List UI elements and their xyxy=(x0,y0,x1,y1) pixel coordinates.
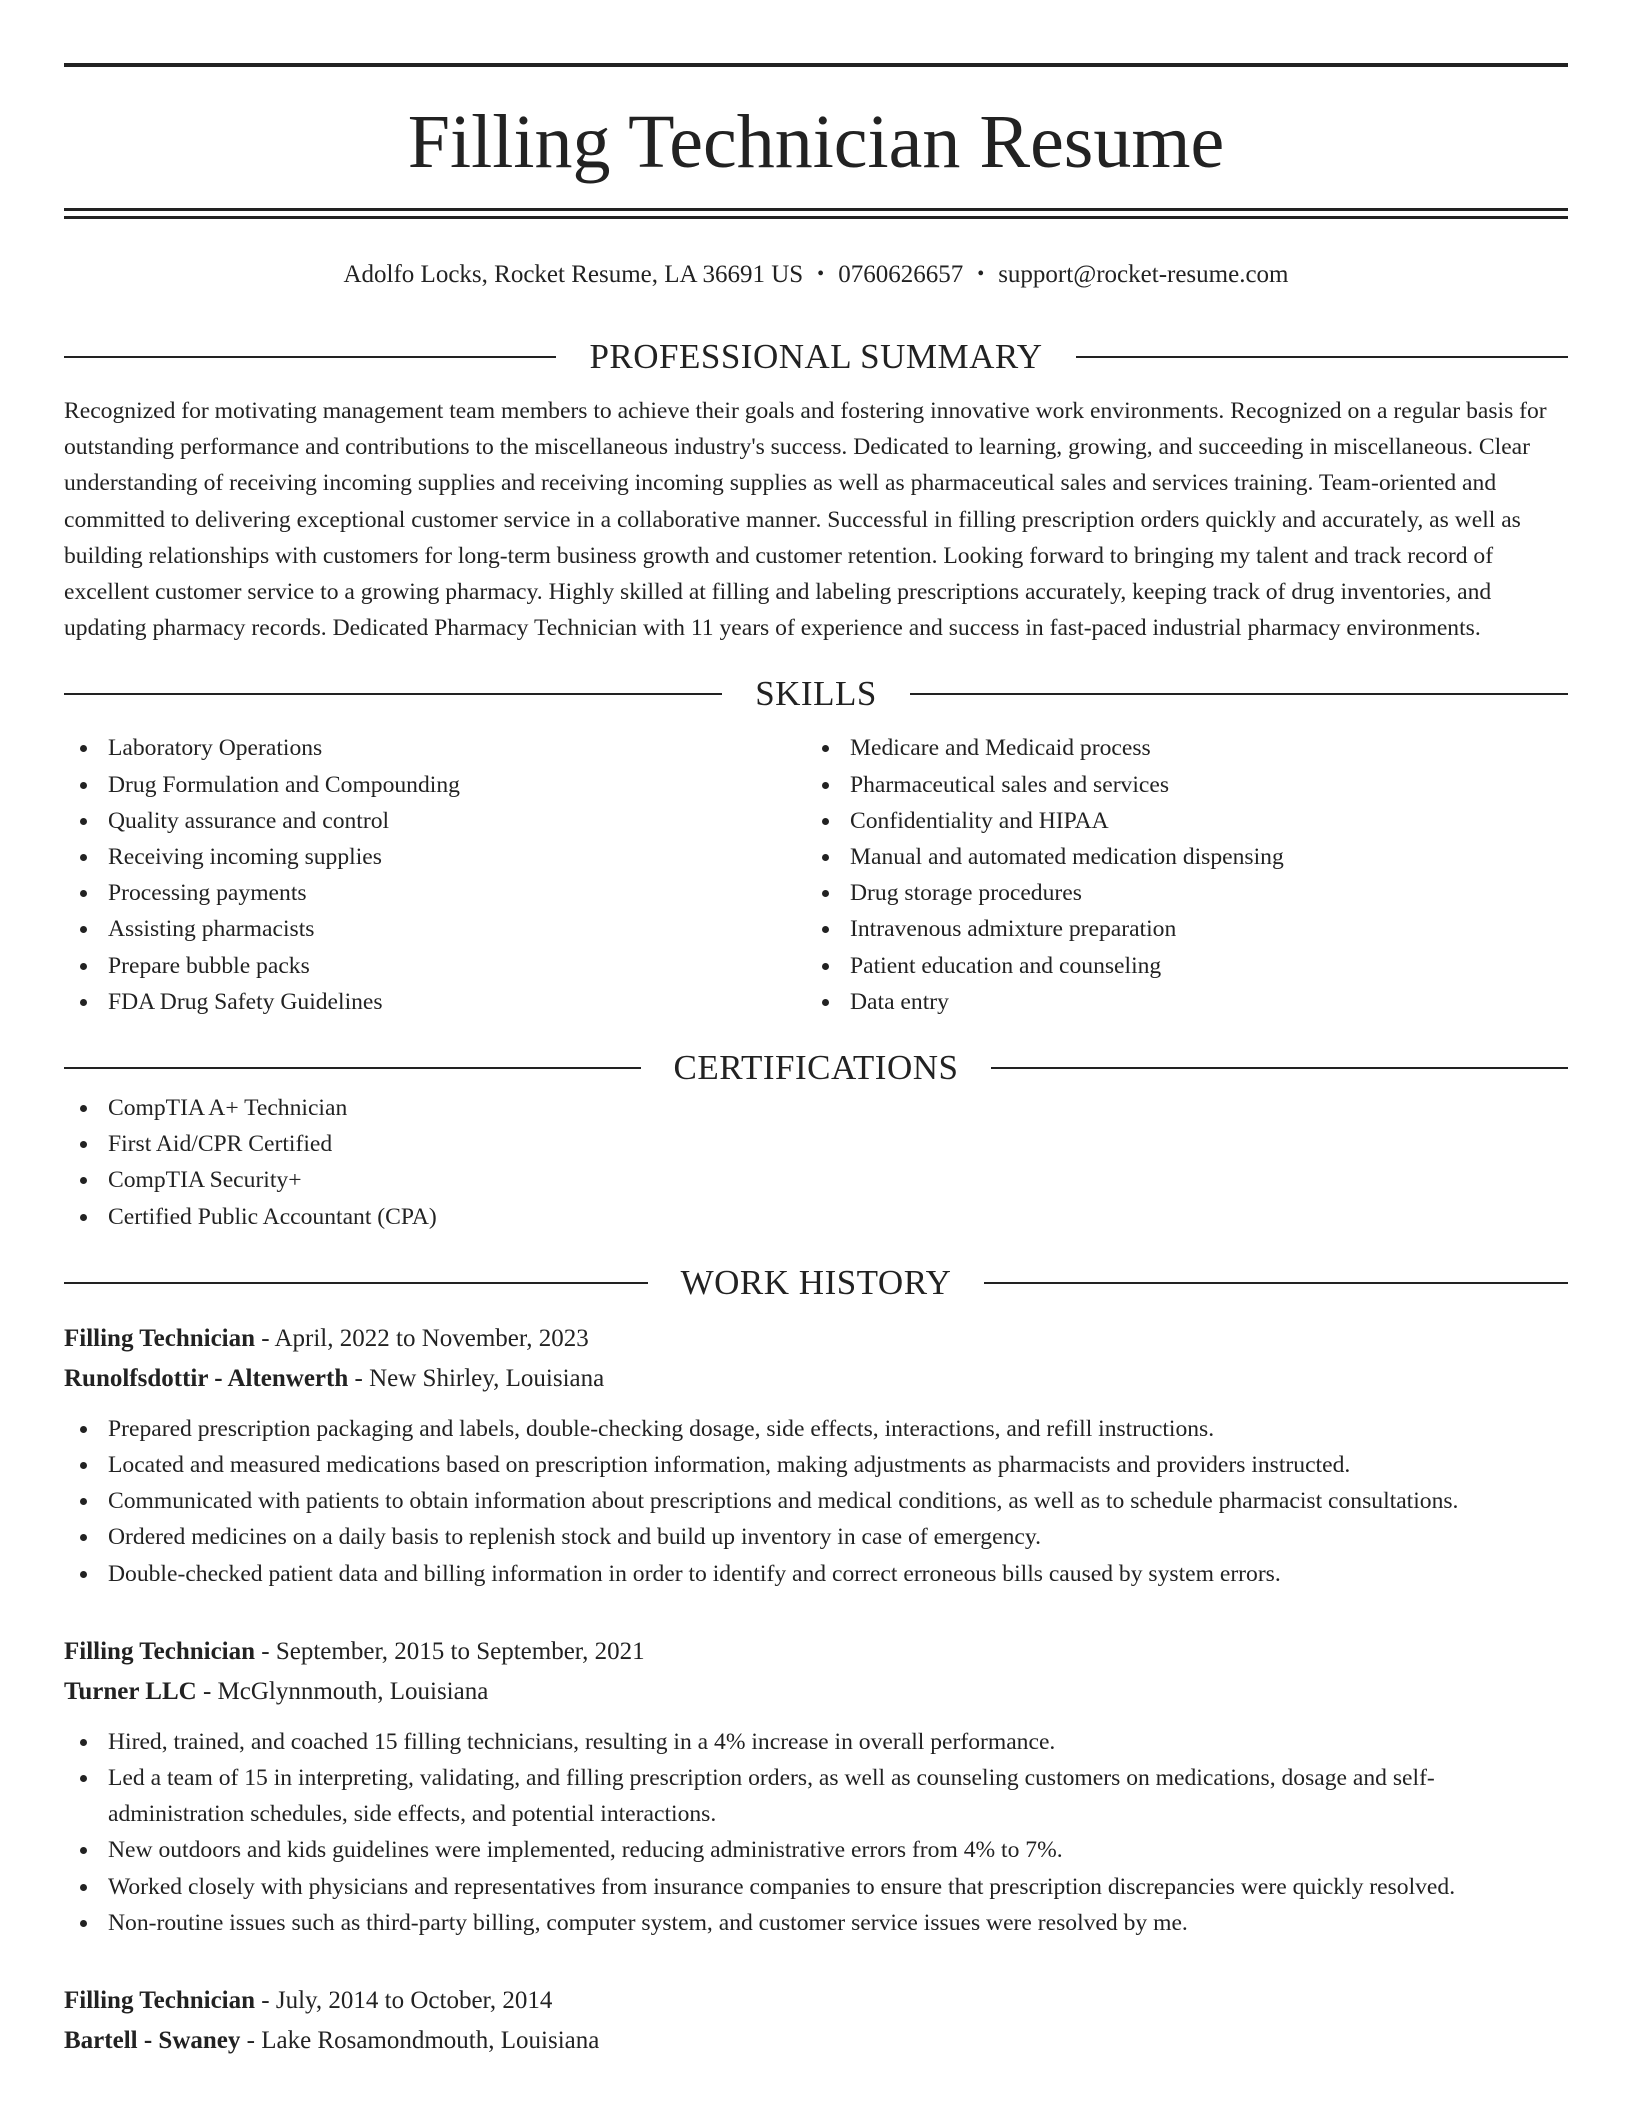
skill-item: Drug Formulation and Compounding xyxy=(64,767,806,803)
job-duty-item: Communicated with patients to obtain information about prescriptions and medical conditions, as well as to schedule pharmacist consultations. xyxy=(64,1483,1568,1519)
skill-item: Prepare bubble packs xyxy=(64,948,806,984)
skill-item: Patient education and counseling xyxy=(806,948,1548,984)
job-duty-item: Located and measured medications based on prescription information, making adjustments as pharmacists and providers instructed. xyxy=(64,1447,1568,1483)
job-duty-item: Prepared prescription packaging and labels, double-checking dosage, side effects, interactions, and refill instructions. xyxy=(64,1411,1568,1447)
job-location: - McGlynnmouth, Louisiana xyxy=(196,1677,489,1705)
job-role: Filling Technician xyxy=(64,1987,256,2015)
skill-item: Receiving incoming supplies xyxy=(64,839,806,875)
job-company: Runolfsdottir - Altenwerth xyxy=(64,1364,349,1392)
certifications-list xyxy=(64,1090,1568,1235)
heading-rule-left xyxy=(64,356,556,358)
contact-separator: • xyxy=(817,263,825,285)
skill-item: Manual and automated medication dispensing xyxy=(806,839,1548,875)
heading-rule-right xyxy=(1076,356,1568,358)
skill-item: Confidentiality and HIPAA xyxy=(806,803,1548,839)
heading-rule-right xyxy=(984,1282,1568,1284)
job-company-line xyxy=(64,1359,1568,1399)
certifications-heading-label: CERTIFICATIONS xyxy=(673,1048,959,1088)
summary-paragraph: Recognized for motivating management team members to achieve their goals and fostering innovative work environments. Recognized on a regular basis for outstanding performance and contributions to the miscellaneous industry's success. Dedicated to learning, growing, and succeeding in miscellaneous. Clear understanding of receiving incoming supplies and receiving incoming supplies as well as pharmaceutical sales and services training. Team-oriented and committed to delivering exceptional customer service in a collaborative manner. Successful in filling prescription orders quickly and accurately, as well as building relationships with customers for long-term business growth and customer retention. Looking forward to bringing my talent and track record of excellent customer service to a growing pharmacy. Highly skilled at filling and labeling prescriptions accurately, keeping track of drug inventories, and updating pharmacy records. Dedicated Pharmacy Technician with 11 years of experience and success in fast-paced industrial pharmacy environments. xyxy=(64,398,1547,642)
skills-heading-label: SKILLS xyxy=(755,674,877,714)
contact-email: support@rocket-resume.com xyxy=(998,261,1289,288)
skills-columns xyxy=(64,730,1568,1020)
job-dates: - September, 2015 to September, 2021 xyxy=(255,1637,645,1665)
work-heading-label: WORK HISTORY xyxy=(680,1262,952,1302)
summary-section-heading xyxy=(64,335,1568,379)
skill-item: Quality assurance and control xyxy=(64,803,806,839)
job-location: - New Shirley, Louisiana xyxy=(348,1364,605,1392)
job-title-line xyxy=(64,1319,1568,1359)
job-duty-item: New outdoors and kids guidelines were implemented, reducing administrative errors from 4% to 7%. xyxy=(64,1832,1568,1868)
resume-page xyxy=(64,0,1568,2061)
job-dates: - July, 2014 to October, 2014 xyxy=(255,1987,553,2015)
job-duties-list xyxy=(64,1411,1568,1592)
skill-item: Intravenous admixture preparation xyxy=(806,911,1548,947)
skill-item: Medicare and Medicaid process xyxy=(806,730,1548,766)
job-entry xyxy=(64,1319,1568,1592)
job-duty-item: Led a team of 15 in interpreting, validating, and filling prescription orders, as well as counseling customers on medications, dosage and self-administration schedules, side effects, and potential interactions. xyxy=(64,1760,1568,1832)
heading-rule-left xyxy=(64,1067,641,1069)
skills-section-heading xyxy=(64,672,1568,716)
skill-item: Pharmaceutical sales and services xyxy=(806,767,1548,803)
contact-line xyxy=(64,257,1568,291)
job-duties-list xyxy=(64,1724,1568,1941)
skill-item: FDA Drug Safety Guidelines xyxy=(64,984,806,1020)
job-dates: - April, 2022 to November, 2023 xyxy=(255,1324,589,1352)
skill-item: Laboratory Operations xyxy=(64,730,806,766)
top-rule xyxy=(64,63,1568,67)
skill-item: Data entry xyxy=(806,984,1548,1020)
job-duty-item: Ordered medicines on a daily basis to replenish stock and build up inventory in case of emergency. xyxy=(64,1519,1568,1555)
heading-rule-left xyxy=(64,693,722,695)
job-duty-item: Non-routine issues such as third-party billing, computer system, and customer service issues were resolved by me. xyxy=(64,1905,1568,1941)
job-company-line xyxy=(64,1672,1568,1712)
job-duty-item: Worked closely with physicians and representatives from insurance companies to ensure that prescription discrepancies were quickly resolved. xyxy=(64,1869,1568,1905)
work-history-list xyxy=(64,1319,1568,2061)
job-company: Turner LLC xyxy=(64,1677,197,1705)
summary-heading-label: PROFESSIONAL SUMMARY xyxy=(589,337,1043,376)
job-title-line xyxy=(64,1981,1568,2021)
job-company: Bartell - Swaney xyxy=(64,2027,241,2055)
contact-phone: 0760626657 xyxy=(838,261,964,288)
certification-item: Certified Public Accountant (CPA) xyxy=(64,1199,1568,1235)
certification-item: CompTIA Security+ xyxy=(64,1162,1568,1198)
job-duty-item: Double-checked patient data and billing information in order to identify and correct erroneous bills caused by system errors. xyxy=(64,1556,1568,1592)
job-role: Filling Technician xyxy=(64,1324,256,1352)
job-role: Filling Technician xyxy=(64,1637,256,1665)
skills-list-right xyxy=(806,730,1548,1020)
page-title: Filling Technician Resume xyxy=(407,100,1225,184)
title-double-rule xyxy=(64,208,1568,219)
job-company-line xyxy=(64,2021,1568,2061)
heading-rule-right xyxy=(910,693,1568,695)
job-entry xyxy=(64,1981,1568,2061)
certification-item: CompTIA A+ Technician xyxy=(64,1090,1568,1126)
job-location: - Lake Rosamondmouth, Louisiana xyxy=(240,2027,600,2055)
skills-column-left xyxy=(64,730,806,1020)
certification-item: First Aid/CPR Certified xyxy=(64,1126,1568,1162)
skills-list-left xyxy=(64,730,806,1020)
work-section-heading xyxy=(64,1261,1568,1305)
skills-column-right xyxy=(806,730,1548,1020)
skill-item: Assisting pharmacists xyxy=(64,911,806,947)
job-duty-item: Hired, trained, and coached 15 filling technicians, resulting in a 4% increase in overall performance. xyxy=(64,1724,1568,1760)
heading-rule-left xyxy=(64,1282,648,1284)
heading-rule-right xyxy=(991,1067,1568,1069)
contact-address: Adolfo Locks, Rocket Resume, LA 36691 US xyxy=(343,261,804,288)
certifications-section-heading xyxy=(64,1046,1568,1090)
contact-separator: • xyxy=(977,263,985,285)
job-entry xyxy=(64,1632,1568,1941)
job-title-line xyxy=(64,1632,1568,1672)
skill-item: Drug storage procedures xyxy=(806,875,1548,911)
skill-item: Processing payments xyxy=(64,875,806,911)
